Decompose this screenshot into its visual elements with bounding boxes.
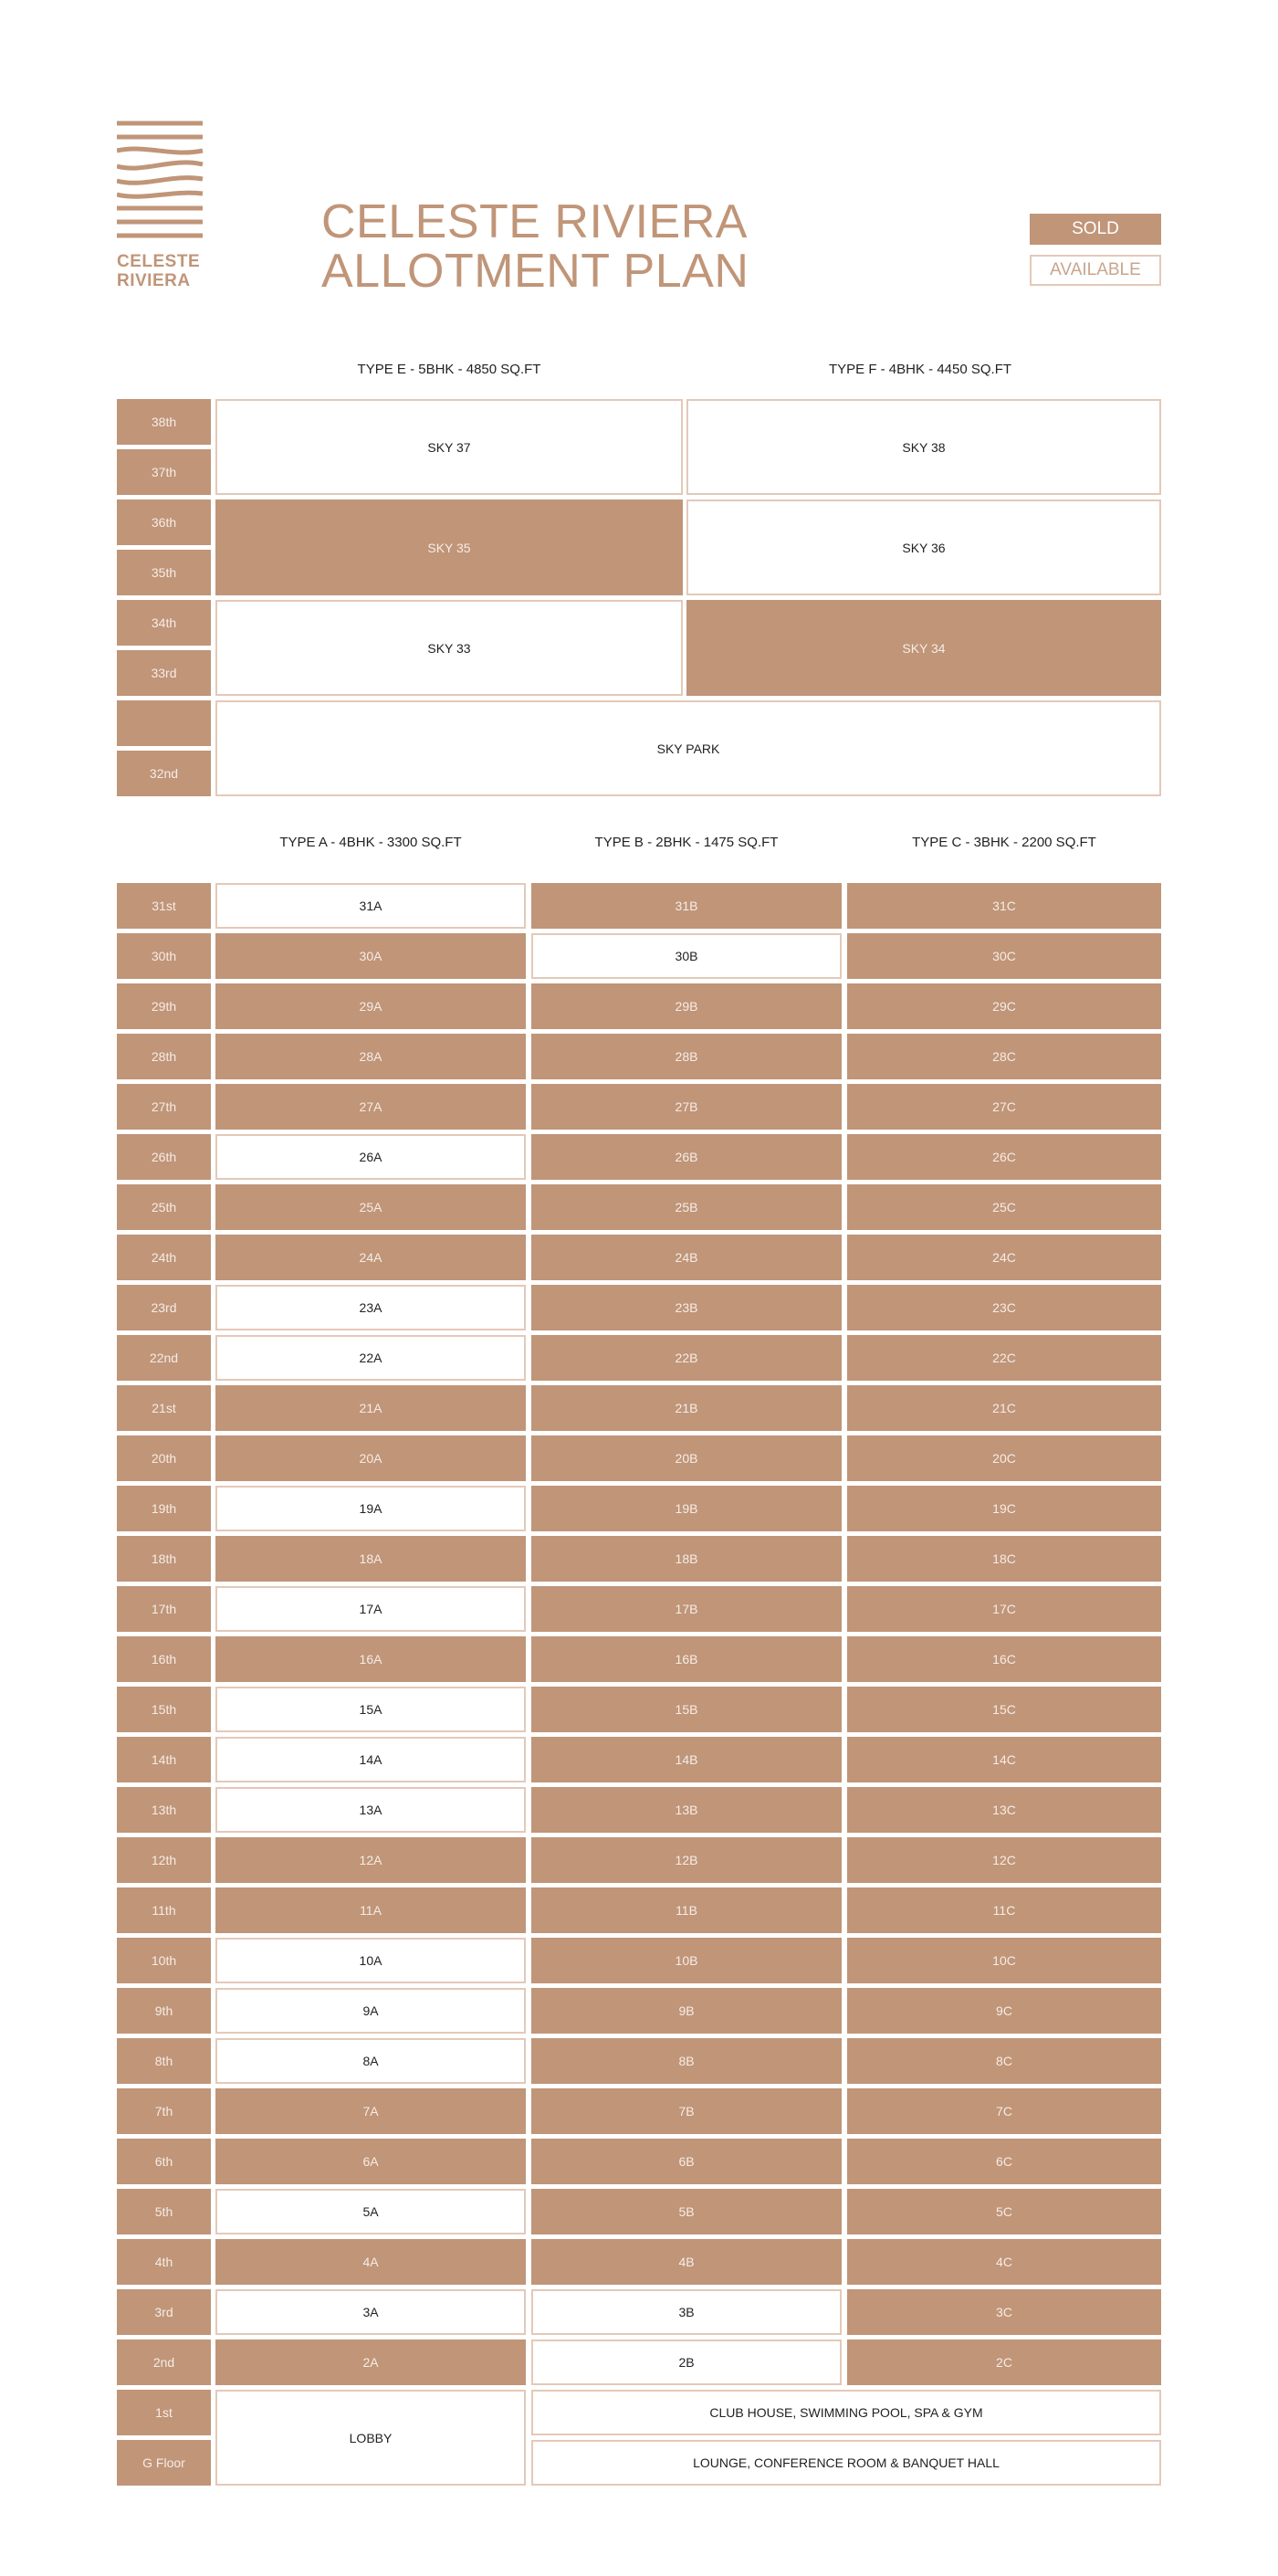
legend-sold: SOLD xyxy=(1030,214,1161,245)
unit-sky-33[interactable]: SKY 33 xyxy=(215,600,683,696)
unit-11a[interactable]: 11A xyxy=(215,1887,526,1933)
unit-10b[interactable]: 10B xyxy=(531,1938,842,1983)
type-c-header: TYPE C - 3BHK - 2200 SQ.FT xyxy=(912,835,1096,850)
unit-6c[interactable]: 6C xyxy=(847,2139,1161,2184)
unit-18c[interactable]: 18C xyxy=(847,1536,1161,1582)
unit-24a[interactable]: 24A xyxy=(215,1235,526,1280)
unit-29b[interactable]: 29B xyxy=(531,983,842,1029)
unit-28b[interactable]: 28B xyxy=(531,1034,842,1079)
unit-26a[interactable]: 26A xyxy=(215,1134,526,1180)
floor-label: 24th xyxy=(117,1235,211,1280)
unit-16a[interactable]: 16A xyxy=(215,1636,526,1682)
unit-24c[interactable]: 24C xyxy=(847,1235,1161,1280)
first-floor-amenities: CLUB HOUSE, SWIMMING POOL, SPA & GYM xyxy=(531,2390,1161,2435)
floor-label: 16th xyxy=(117,1636,211,1682)
unit-8a[interactable]: 8A xyxy=(215,2038,526,2084)
unit-7b[interactable]: 7B xyxy=(531,2088,842,2134)
unit-12b[interactable]: 12B xyxy=(531,1837,842,1883)
unit-21c[interactable]: 21C xyxy=(847,1385,1161,1431)
unit-27c[interactable]: 27C xyxy=(847,1084,1161,1130)
unit-6b[interactable]: 6B xyxy=(531,2139,842,2184)
unit-24b[interactable]: 24B xyxy=(531,1235,842,1280)
logo-line-1: CELESTE xyxy=(117,252,201,271)
unit-6a[interactable]: 6A xyxy=(215,2139,526,2184)
floor-label: 1st xyxy=(117,2390,211,2435)
floor-label: 9th xyxy=(117,1988,211,2034)
unit-13c[interactable]: 13C xyxy=(847,1787,1161,1833)
unit-2c[interactable]: 2C xyxy=(847,2339,1161,2385)
unit-10a[interactable]: 10A xyxy=(215,1938,526,1983)
floor-label: 25th xyxy=(117,1184,211,1230)
floor-label: 12th xyxy=(117,1837,211,1883)
unit-sky-35[interactable]: SKY 35 xyxy=(215,499,683,595)
unit-8c[interactable]: 8C xyxy=(847,2038,1161,2084)
unit-2a[interactable]: 2A xyxy=(215,2339,526,2385)
floor-label: 14th xyxy=(117,1737,211,1782)
unit-9a[interactable]: 9A xyxy=(215,1988,526,2034)
unit-13a[interactable]: 13A xyxy=(215,1787,526,1833)
floor-label: 20th xyxy=(117,1435,211,1481)
unit-10c[interactable]: 10C xyxy=(847,1938,1161,1983)
unit-19b[interactable]: 19B xyxy=(531,1486,842,1531)
unit-14c[interactable]: 14C xyxy=(847,1737,1161,1782)
unit-16b[interactable]: 16B xyxy=(531,1636,842,1682)
floor-label: 5th xyxy=(117,2189,211,2234)
unit-22b[interactable]: 22B xyxy=(531,1335,842,1381)
unit-sky-38[interactable]: SKY 38 xyxy=(686,399,1161,495)
ground-floor-amenities: LOUNGE, CONFERENCE ROOM & BANQUET HALL xyxy=(531,2440,1161,2486)
unit-11b[interactable]: 11B xyxy=(531,1887,842,1933)
title-line-1: CELESTE RIVIERA xyxy=(321,195,748,248)
type-b-header: TYPE B - 2BHK - 1475 SQ.FT xyxy=(594,835,779,850)
unit-sky-34[interactable]: SKY 34 xyxy=(686,600,1161,696)
floor-label: 26th xyxy=(117,1134,211,1180)
unit-7c[interactable]: 7C xyxy=(847,2088,1161,2134)
unit-29c[interactable]: 29C xyxy=(847,983,1161,1029)
floor-label: 18th xyxy=(117,1536,211,1582)
floor-label: 29th xyxy=(117,983,211,1029)
floor-label: 19th xyxy=(117,1486,211,1531)
unit-25a[interactable]: 25A xyxy=(215,1184,526,1230)
floor-label: 38th xyxy=(117,399,211,445)
lobby: LOBBY xyxy=(215,2390,526,2486)
legend-available: AVAILABLE xyxy=(1030,255,1161,286)
logo-wordmark xyxy=(117,252,200,290)
unit-14a[interactable]: 14A xyxy=(215,1737,526,1782)
floor-label: 13th xyxy=(117,1787,211,1833)
unit-21b[interactable]: 21B xyxy=(531,1385,842,1431)
type-e-header: TYPE E - 5BHK - 4850 SQ.FT xyxy=(357,362,541,377)
page-title xyxy=(321,197,749,296)
unit-20a[interactable]: 20A xyxy=(215,1435,526,1481)
unit-25c[interactable]: 25C xyxy=(847,1184,1161,1230)
unit-18b[interactable]: 18B xyxy=(531,1536,842,1582)
unit-16c[interactable]: 16C xyxy=(847,1636,1161,1682)
unit-3a[interactable]: 3A xyxy=(215,2289,526,2335)
unit-22c[interactable]: 22C xyxy=(847,1335,1161,1381)
unit-4b[interactable]: 4B xyxy=(531,2239,842,2285)
type-f-header: TYPE F - 4BHK - 4450 SQ.FT xyxy=(828,362,1012,377)
unit-19a[interactable]: 19A xyxy=(215,1486,526,1531)
unit-28a[interactable]: 28A xyxy=(215,1034,526,1079)
unit-19c[interactable]: 19C xyxy=(847,1486,1161,1531)
unit-11c[interactable]: 11C xyxy=(847,1887,1161,1933)
unit-14b[interactable]: 14B xyxy=(531,1737,842,1782)
unit-27a[interactable]: 27A xyxy=(215,1084,526,1130)
unit-8b[interactable]: 8B xyxy=(531,2038,842,2084)
unit-20b[interactable]: 20B xyxy=(531,1435,842,1481)
unit-25b[interactable]: 25B xyxy=(531,1184,842,1230)
floor-label: 23rd xyxy=(117,1285,211,1330)
unit-28c[interactable]: 28C xyxy=(847,1034,1161,1079)
floor-label: 37th xyxy=(117,449,211,495)
floor-label: 3rd xyxy=(117,2289,211,2335)
floor-label: 11th xyxy=(117,1887,211,1933)
unit-2b[interactable]: 2B xyxy=(531,2339,842,2385)
unit-17b[interactable]: 17B xyxy=(531,1586,842,1632)
unit-sky-37[interactable]: SKY 37 xyxy=(215,399,683,495)
floor-label: 31st xyxy=(117,883,211,929)
unit-4a[interactable]: 4A xyxy=(215,2239,526,2285)
floor-label xyxy=(117,700,211,746)
unit-23b[interactable]: 23B xyxy=(531,1285,842,1330)
unit-15b[interactable]: 15B xyxy=(531,1687,842,1732)
unit-31a[interactable]: 31A xyxy=(215,883,526,929)
unit-31c[interactable]: 31C xyxy=(847,883,1161,929)
floor-label: 8th xyxy=(117,2038,211,2084)
floor-label: 6th xyxy=(117,2139,211,2184)
floor-label: G Floor xyxy=(117,2440,211,2486)
floor-label: 10th xyxy=(117,1938,211,1983)
unit-27b[interactable]: 27B xyxy=(531,1084,842,1130)
unit-4c[interactable]: 4C xyxy=(847,2239,1161,2285)
unit-5b[interactable]: 5B xyxy=(531,2189,842,2234)
unit-3c[interactable]: 3C xyxy=(847,2289,1161,2335)
unit-3b[interactable]: 3B xyxy=(531,2289,842,2335)
floor-label: 27th xyxy=(117,1084,211,1130)
floor-label: 36th xyxy=(117,499,211,545)
floor-label: 28th xyxy=(117,1034,211,1079)
floor-label: 4th xyxy=(117,2239,211,2285)
unit-sky-36[interactable]: SKY 36 xyxy=(686,499,1161,595)
floor-label: 34th xyxy=(117,600,211,646)
floor-label: 7th xyxy=(117,2088,211,2134)
floor-label: 22nd xyxy=(117,1335,211,1381)
type-a-header: TYPE A - 4BHK - 3300 SQ.FT xyxy=(279,835,462,850)
floor-label: 32nd xyxy=(117,751,211,796)
floor-label: 33rd xyxy=(117,650,211,696)
unit-7a[interactable]: 7A xyxy=(215,2088,526,2134)
unit-15c[interactable]: 15C xyxy=(847,1687,1161,1732)
unit-18a[interactable]: 18A xyxy=(215,1536,526,1582)
unit-26c[interactable]: 26C xyxy=(847,1134,1161,1180)
unit-17c[interactable]: 17C xyxy=(847,1586,1161,1632)
unit-12a[interactable]: 12A xyxy=(215,1837,526,1883)
logo-line-2: RIVIERA xyxy=(117,271,191,290)
unit-21a[interactable]: 21A xyxy=(215,1385,526,1431)
floor-label: 21st xyxy=(117,1385,211,1431)
sky-park: SKY PARK xyxy=(215,700,1161,796)
unit-9c[interactable]: 9C xyxy=(847,1988,1161,2034)
unit-30b[interactable]: 30B xyxy=(531,933,842,979)
floor-label: 2nd xyxy=(117,2339,211,2385)
unit-30a[interactable]: 30A xyxy=(215,933,526,979)
unit-22a[interactable]: 22A xyxy=(215,1335,526,1381)
unit-29a[interactable]: 29A xyxy=(215,983,526,1029)
unit-23c[interactable]: 23C xyxy=(847,1285,1161,1330)
unit-20c[interactable]: 20C xyxy=(847,1435,1161,1481)
unit-9b[interactable]: 9B xyxy=(531,1988,842,2034)
unit-5c[interactable]: 5C xyxy=(847,2189,1161,2234)
floor-label: 17th xyxy=(117,1586,211,1632)
title-line-2: ALLOTMENT PLAN xyxy=(321,245,749,298)
unit-17a[interactable]: 17A xyxy=(215,1586,526,1632)
unit-15a[interactable]: 15A xyxy=(215,1687,526,1732)
unit-5a[interactable]: 5A xyxy=(215,2189,526,2234)
unit-12c[interactable]: 12C xyxy=(847,1837,1161,1883)
floor-label: 15th xyxy=(117,1687,211,1732)
unit-30c[interactable]: 30C xyxy=(847,933,1161,979)
unit-26b[interactable]: 26B xyxy=(531,1134,842,1180)
unit-13b[interactable]: 13B xyxy=(531,1787,842,1833)
floor-label: 30th xyxy=(117,933,211,979)
unit-31b[interactable]: 31B xyxy=(531,883,842,929)
unit-23a[interactable]: 23A xyxy=(215,1285,526,1330)
floor-label: 35th xyxy=(117,550,211,595)
